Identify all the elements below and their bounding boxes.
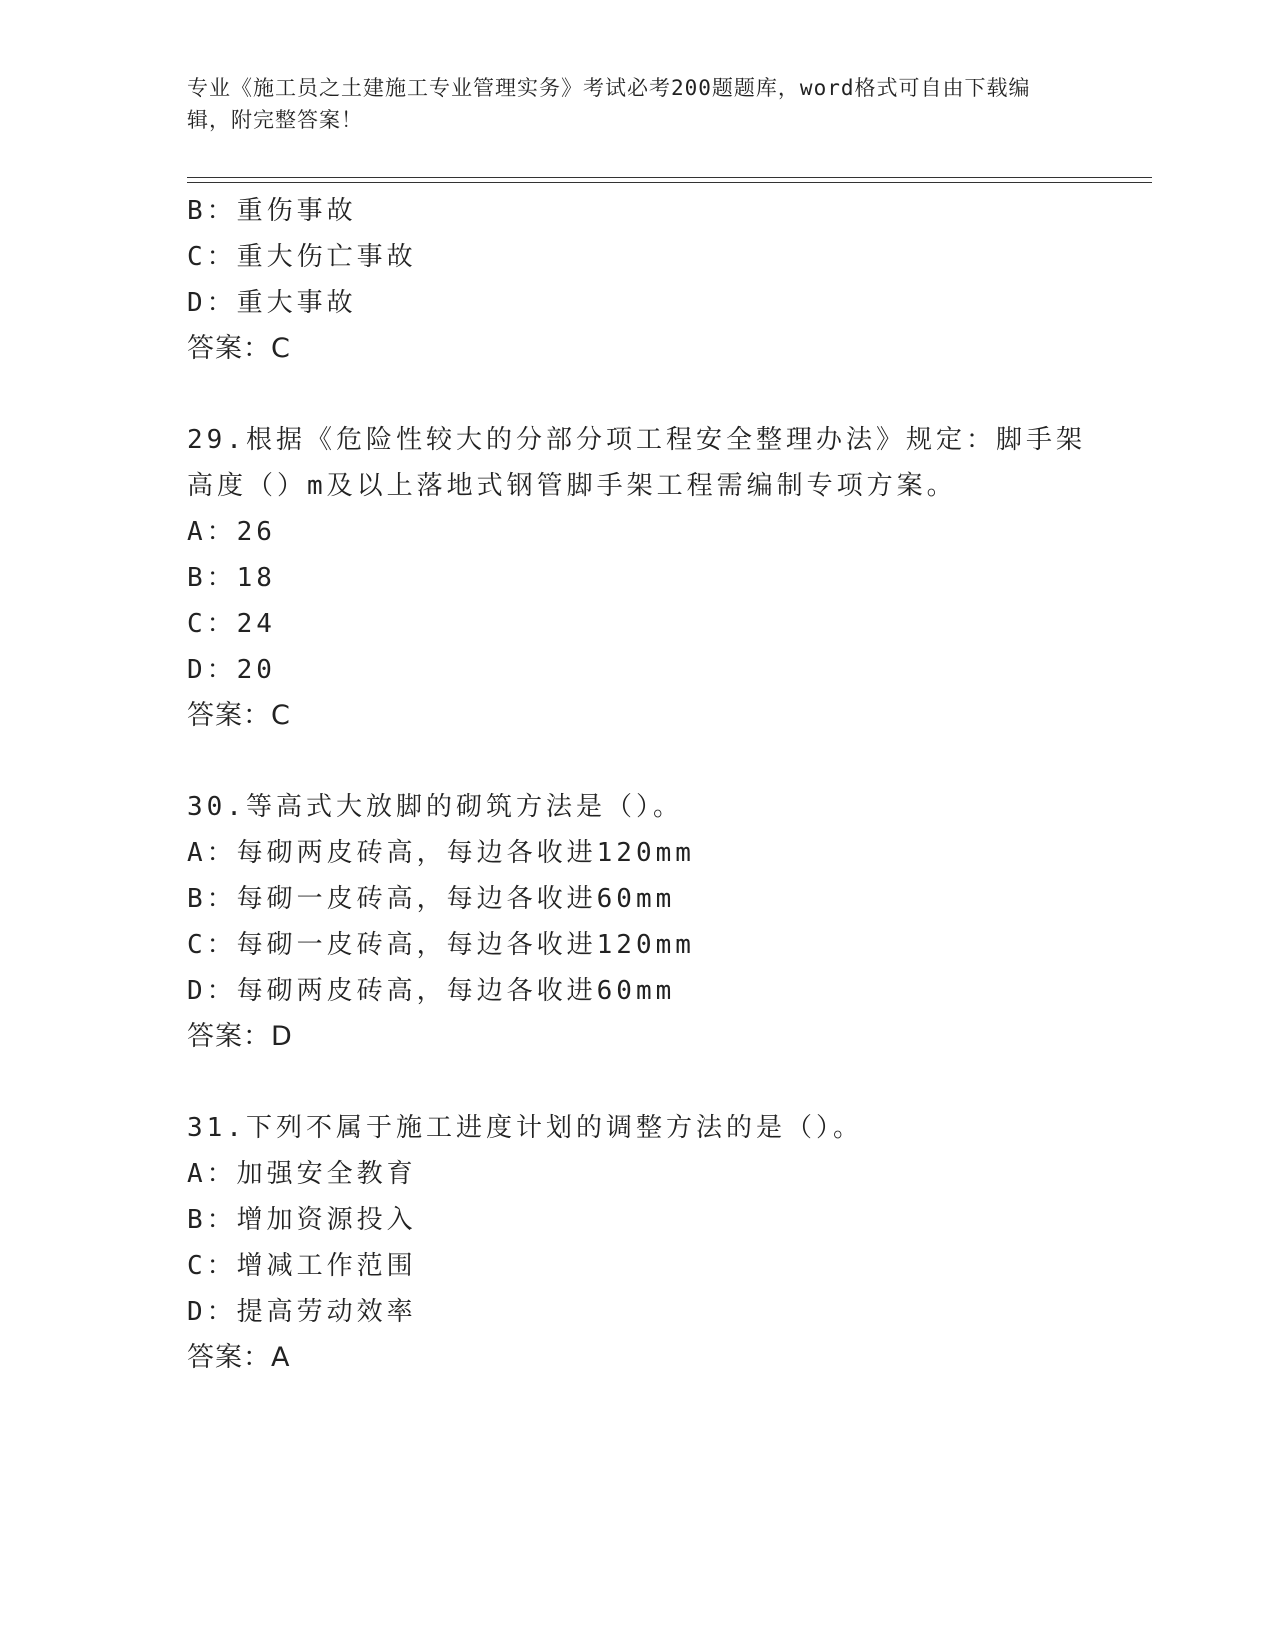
question-block-29: [187, 417, 1087, 739]
option-b: B：18: [187, 563, 276, 593]
answer-line: 答案：D: [187, 1021, 293, 1052]
option-c: C：24: [187, 609, 276, 639]
document-header: [187, 72, 1067, 136]
spacer: [187, 739, 1087, 784]
option-d: D：每砌两皮砖高，每边各收进60mm: [187, 976, 676, 1006]
option-a: A：26: [187, 517, 276, 547]
answer-line: 答案：C: [187, 333, 291, 364]
question-block-31: [187, 1105, 1087, 1381]
question-text: 29.根据《危险性较大的分部分项工程安全整理办法》规定：脚手架高度（）m及以上落地式钢管脚手架工程需编制专项方案。: [187, 425, 1086, 501]
question-text: 31.下列不属于施工进度计划的调整方法的是（）。: [187, 1113, 863, 1143]
header-intro-text: 专业《施工员之土建施工专业管理实务》考试必考200题题库，word格式可自由下载编辑，附完整答案！: [187, 76, 1031, 132]
spacer: [187, 372, 1087, 417]
option-d: D：重大事故: [187, 288, 357, 318]
option-d: D：20: [187, 655, 276, 685]
question-text: 30.等高式大放脚的砌筑方法是（）。: [187, 792, 683, 822]
option-c: C：重大伤亡事故: [187, 242, 417, 272]
option-a: A：加强安全教育: [187, 1159, 417, 1189]
spacer: [187, 1060, 1087, 1105]
question-block-28: [187, 188, 1087, 372]
question-list: [187, 188, 1087, 1381]
option-c: C：每砌一皮砖高，每边各收进120mm: [187, 930, 695, 960]
option-b: B：重伤事故: [187, 196, 357, 226]
option-b: B：增加资源投入: [187, 1205, 417, 1235]
answer-line: 答案：C: [187, 700, 291, 731]
header-divider-line-2: [187, 182, 1152, 183]
question-block-30: [187, 784, 1087, 1060]
header-divider-line: [187, 177, 1152, 178]
option-b: B：每砌一皮砖高，每边各收进60mm: [187, 884, 676, 914]
answer-line: 答案：A: [187, 1342, 291, 1373]
option-a: A：每砌两皮砖高，每边各收进120mm: [187, 838, 695, 868]
option-c: C：增减工作范围: [187, 1251, 417, 1281]
option-d: D：提高劳动效率: [187, 1297, 417, 1327]
